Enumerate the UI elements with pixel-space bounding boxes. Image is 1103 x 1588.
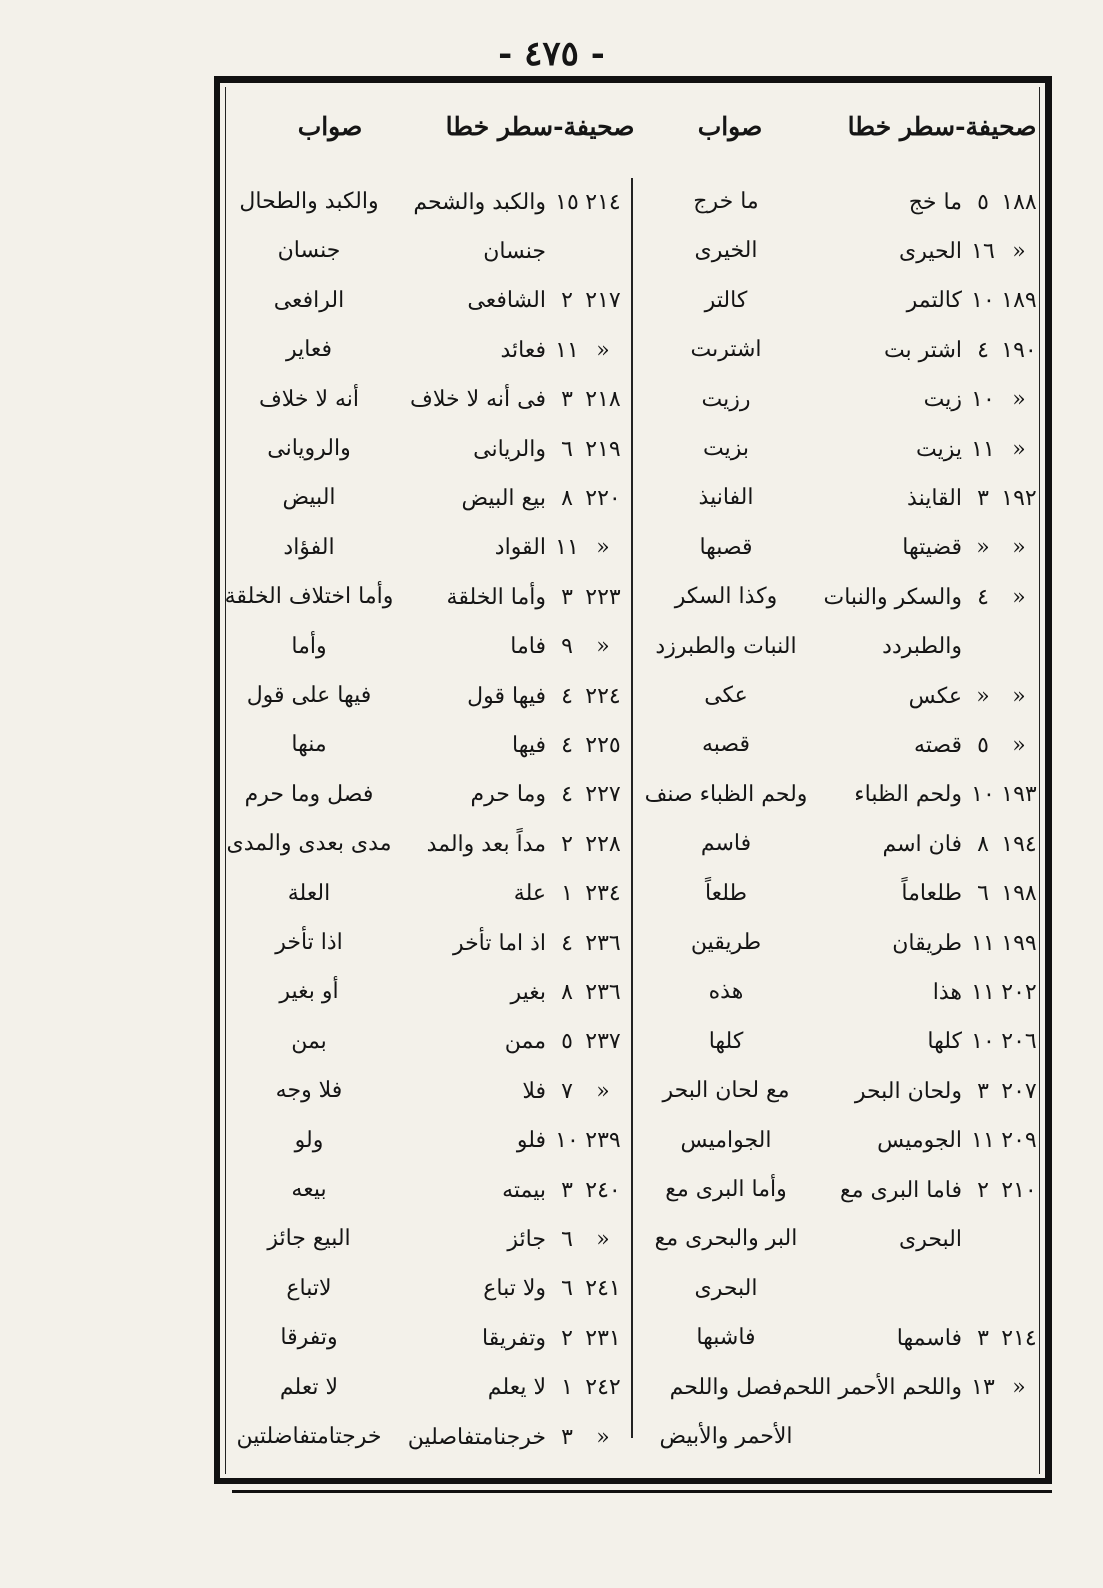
wrong-text-cell: واللحم الأحمر اللحم	[782, 1375, 962, 1401]
correct-text-cell: الفؤاد	[283, 534, 335, 560]
line-number-cell: ١٠	[971, 782, 995, 808]
wrong-text-cell: ولحان البحر	[854, 1078, 962, 1104]
line-number-cell: ٣	[561, 387, 573, 413]
page-number-cell: ٢٢٤	[585, 683, 621, 709]
wrong-text-cell: قضيتها	[902, 535, 962, 561]
wrong-text-cell: علة	[513, 881, 546, 907]
page-number-cell: ٢٢٧	[585, 782, 621, 808]
wrong-text-cell: فيها قول	[467, 683, 546, 709]
correct-text-cell: وأما	[291, 633, 327, 659]
line-number-cell: «	[976, 535, 990, 561]
wrong-text-cell: بيمته	[502, 1177, 546, 1203]
page-number-cell: «	[1012, 535, 1026, 561]
errata-row	[636, 476, 1040, 520]
correct-text-cell: مع لحان البحر	[662, 1078, 790, 1104]
page-number-cell: «	[1012, 238, 1026, 264]
line-number-cell: ٥	[977, 189, 989, 215]
wrong-text-cell: القاينذ	[907, 485, 962, 511]
correct-text-cell: خرجتامتفاضلتين	[236, 1424, 382, 1449]
correct-text-cell: العلة	[287, 880, 331, 906]
correct-text-cell: الفانيذ	[698, 485, 754, 511]
line-number-cell: ٩	[561, 634, 573, 660]
line-number-cell: ١١	[555, 337, 579, 363]
correct-text-cell: طريقين	[690, 930, 762, 955]
line-number-cell: ٨	[561, 979, 573, 1005]
errata-row	[224, 279, 624, 323]
wrong-text-cell: مداً بعد والمد	[426, 831, 546, 857]
wrong-text-cell: عكس	[908, 683, 962, 709]
page-number-cell: ٢١٤	[1001, 1325, 1037, 1351]
line-number-cell: ٦	[977, 881, 989, 907]
errata-row	[636, 1366, 1040, 1410]
errata-row	[224, 921, 624, 965]
correct-text-cell: كالتر	[704, 287, 748, 313]
page-number-cell: «	[596, 337, 610, 363]
wrong-text-cell: فيها	[512, 732, 546, 758]
correct-text-cell: البيض	[282, 485, 336, 511]
wrong-text-cell: زيت	[923, 387, 962, 413]
wrong-text-cell: اشتر بت	[883, 337, 962, 363]
wrong-text-cell: الشافعى	[467, 288, 546, 314]
errata-row	[636, 921, 1040, 965]
errata-row	[224, 872, 624, 916]
correct-text-cell: أو بغير	[279, 979, 339, 1005]
line-number-cell: ١٣	[971, 1375, 995, 1401]
page-number-cell: «	[1012, 584, 1026, 610]
errata-row	[224, 229, 624, 273]
page-number-cell: «	[596, 535, 610, 561]
correct-text-cell: ولحم الظباء صنف	[644, 781, 808, 807]
page-number-cell: «	[1012, 732, 1026, 758]
line-number-cell: ٧	[561, 1078, 573, 1104]
wrong-text-cell: ممن	[504, 1029, 546, 1055]
errata-row	[224, 180, 624, 224]
errata-row	[224, 1267, 624, 1311]
errata-row	[224, 427, 624, 471]
page-number-cell: ٢٢٨	[585, 831, 621, 857]
page-number-cell: «	[596, 1226, 610, 1252]
bottom-rule	[232, 1490, 1052, 1493]
line-number-cell: ٤	[977, 337, 989, 363]
wrong-text-cell: كالتمر	[906, 288, 962, 314]
correct-text-cell: وأما اختلاف الخلقة	[224, 584, 394, 610]
errata-row	[636, 1020, 1040, 1064]
correct-text-cell: والرويانى	[267, 436, 351, 461]
wrong-text-cell: كلها	[927, 1029, 962, 1055]
line-number-cell: ١١	[555, 535, 579, 561]
errata-row	[636, 229, 1040, 273]
wrong-text-cell: وأما الخلقة	[446, 584, 546, 610]
errata-row	[224, 575, 624, 619]
line-number-cell: ٦	[561, 1226, 573, 1252]
line-number-cell: ٤	[561, 683, 573, 709]
errata-row	[224, 378, 624, 422]
errata-row	[636, 674, 1040, 718]
correct-text-cell: عكى	[704, 683, 748, 708]
correct-text-cell: فعاير	[285, 337, 333, 363]
line-number-cell: ٥	[977, 732, 989, 758]
line-number-cell: ٣	[977, 1078, 989, 1104]
errata-row	[224, 328, 624, 372]
page-number-cell: «	[596, 1424, 610, 1450]
page-number-cell: «	[596, 634, 610, 660]
wrong-text-cell: وما حرم	[470, 782, 546, 808]
errata-row	[636, 1119, 1040, 1163]
line-number-cell: ٨	[561, 485, 573, 511]
wrong-text-cell: ولحم الظباء	[854, 782, 962, 808]
line-number-cell: ٨	[977, 831, 989, 857]
page-number-cell: ١٩٨	[1001, 881, 1037, 907]
wrong-text-cell: والريانى	[473, 436, 546, 462]
column-divider	[631, 178, 633, 1438]
page-number-cell: «	[1012, 1375, 1026, 1401]
errata-row	[636, 526, 1040, 570]
line-number-cell: ٢	[977, 1177, 989, 1203]
wrong-text-cell: البحرى	[898, 1226, 962, 1252]
page-number-cell: ١٩٣	[1001, 782, 1037, 808]
wrong-text-cell: طلعاماً	[901, 881, 962, 907]
errata-row	[636, 1316, 1040, 1360]
line-number-cell: ٣	[561, 1424, 573, 1450]
errata-row	[224, 1366, 624, 1410]
errata-row	[636, 180, 1040, 224]
correct-text-cell: بيعه	[291, 1177, 327, 1202]
line-number-cell: ٥	[561, 1029, 573, 1055]
wrong-text-cell: فاسمها	[896, 1325, 962, 1351]
page-number-cell: ٢٠٦	[1001, 1029, 1037, 1055]
line-number-cell: ٣	[977, 1325, 989, 1351]
correct-text-cell: فاسم	[700, 831, 752, 857]
errata-row	[636, 625, 1040, 669]
correct-text-cell: أنه لا خلاف	[258, 386, 360, 412]
header-page-line-wrong-right: صحيفة-سطر خطا	[847, 112, 1037, 141]
page-number-cell: ٢٣٧	[585, 1029, 621, 1055]
wrong-text-cell: ما خج	[908, 189, 962, 215]
errata-row	[636, 872, 1040, 916]
errata-row	[224, 773, 624, 817]
wrong-text-cell: والكبد والشحم	[413, 189, 546, 215]
correct-text-cell: وكذا السكر	[674, 584, 778, 610]
correct-text-cell: هذه	[708, 979, 744, 1005]
errata-row	[224, 723, 624, 767]
header-correct-right: صواب	[697, 112, 763, 141]
page-number-cell: ٢٤٠	[585, 1177, 621, 1203]
errata-row	[224, 1168, 624, 1212]
page-number-cell: ١٩٢	[1001, 485, 1037, 511]
correct-text-cell: قصبه	[701, 732, 751, 758]
page-number-cell: ٢١٠	[1001, 1177, 1037, 1203]
line-number-cell: ٤	[561, 732, 573, 758]
wrong-text-cell: هذا	[932, 979, 962, 1005]
errata-row	[636, 773, 1040, 817]
page-number-cell: ٢٣٤	[585, 881, 621, 907]
line-number-cell: ١٠	[971, 288, 995, 314]
errata-row	[224, 1020, 624, 1064]
correct-text-cell: جنسان	[277, 238, 341, 264]
correct-text-cell: كلها	[708, 1028, 744, 1054]
correct-text-cell: فاشبها	[696, 1325, 756, 1351]
line-number-cell: ٣	[977, 485, 989, 511]
page-number-cell: «	[1012, 387, 1026, 413]
wrong-text-cell: والسكر والنبات	[823, 584, 962, 610]
page-number-cell: ٢٢٠	[585, 485, 621, 511]
line-number-cell: ٦	[561, 1276, 573, 1302]
line-number-cell: ٤	[561, 930, 573, 956]
correct-text-cell: البيع جائز	[267, 1226, 351, 1252]
errata-row	[224, 625, 624, 669]
errata-row	[636, 1069, 1040, 1113]
line-number-cell: «	[976, 683, 990, 709]
errata-row	[636, 970, 1040, 1014]
wrong-text-cell: خرجنامتفاصلين	[407, 1424, 546, 1450]
page-number-cell: ٢٣٦	[585, 979, 621, 1005]
correct-text-cell: اذا تأخر	[275, 930, 343, 955]
wrong-text-cell: يزيت	[916, 436, 962, 462]
correct-text-cell: فصل واللحم	[669, 1374, 783, 1400]
header-page-line-wrong-left: صحيفة-سطر خطا	[445, 112, 635, 141]
correct-text-cell: لا تعلم	[279, 1374, 339, 1400]
correct-text-cell: فصل وما حرم	[244, 781, 374, 807]
wrong-text-cell: الجوميس	[877, 1128, 962, 1154]
line-number-cell: ١١	[971, 436, 995, 462]
line-number-cell: ١١	[971, 1128, 995, 1154]
correct-text-cell: اشترىت	[690, 337, 762, 363]
correct-text-cell: بمن	[291, 1028, 327, 1054]
errata-row	[224, 1069, 624, 1113]
correct-text-cell: لاتباع	[286, 1275, 332, 1301]
correct-text-cell: ما خرج	[693, 189, 759, 214]
wrong-text-cell: بيع البيض	[461, 485, 546, 511]
errata-row	[224, 1415, 624, 1459]
correct-text-cell: الجواميس	[680, 1127, 772, 1153]
correct-text-cell: طلعاً	[704, 880, 748, 906]
page-number-cell: ٢٢٥	[585, 732, 621, 758]
line-number-cell: ١١	[971, 930, 995, 956]
correct-text-cell: البحرى	[694, 1275, 758, 1301]
errata-row	[636, 1267, 1040, 1311]
page-number-cell: «	[1012, 683, 1026, 709]
page-number-cell: ٢٠٢	[1001, 979, 1037, 1005]
errata-row	[636, 279, 1040, 323]
errata-row	[636, 723, 1040, 767]
errata-row	[636, 427, 1040, 471]
wrong-text-cell: اذ اما تأخر	[452, 930, 546, 956]
line-number-cell: ١٥	[555, 189, 579, 215]
errata-row	[636, 328, 1040, 372]
correct-text-cell: الأحمر والأبيض	[659, 1424, 793, 1449]
line-number-cell: ٢	[561, 288, 573, 314]
page-number-cell: ٢٠٩	[1001, 1128, 1037, 1154]
line-number-cell: ١٠	[971, 387, 995, 413]
errata-row	[224, 526, 624, 570]
errata-row	[636, 575, 1040, 619]
wrong-text-cell: جنسان	[483, 238, 546, 264]
errata-row	[636, 1217, 1040, 1261]
wrong-text-cell: لا يعلم	[487, 1375, 546, 1401]
line-number-cell: ٤	[977, 584, 989, 610]
wrong-text-cell: قصته	[913, 732, 962, 758]
page-number-cell: «	[1012, 436, 1026, 462]
errata-row	[224, 1119, 624, 1163]
correct-text-cell: رزيت	[701, 386, 751, 412]
page-number-cell: ١٨٩	[1001, 288, 1037, 314]
correct-text-cell: وتفرقا	[280, 1325, 338, 1351]
errata-row	[636, 1168, 1040, 1212]
errata-row	[224, 674, 624, 718]
page-number-cell: ١٩٠	[1001, 337, 1037, 363]
page-number-cell: ٢١٧	[585, 288, 621, 314]
line-number-cell: ١٠	[971, 1029, 995, 1055]
errata-row	[224, 1316, 624, 1360]
line-number-cell: ١٦	[971, 238, 995, 264]
errata-row	[224, 970, 624, 1014]
correct-text-cell: منها	[291, 732, 327, 758]
wrong-text-cell: الحيرى	[898, 238, 962, 264]
errata-row	[224, 1217, 624, 1261]
wrong-text-cell: فلا	[522, 1078, 546, 1104]
wrong-text-cell: فى أنه لا خلاف	[410, 387, 546, 413]
page-number-cell: ١٩٩	[1001, 930, 1037, 956]
line-number-cell: ٦	[561, 436, 573, 462]
correct-text-cell: الخيرى	[694, 238, 758, 264]
page-number-cell: ٢٤٢	[585, 1375, 621, 1401]
wrong-text-cell: فاما	[510, 634, 546, 660]
correct-text-cell: فلا وجه	[275, 1078, 343, 1104]
page-number-cell: ٢٣١	[585, 1325, 621, 1351]
page-number-cell: ٢٣٩	[585, 1128, 621, 1154]
page-number-cell: ١٩٤	[1001, 831, 1037, 857]
line-number-cell: ٢	[561, 1325, 573, 1351]
errata-row	[224, 822, 624, 866]
page-number-cell: ٢٣٦	[585, 930, 621, 956]
wrong-text-cell: فان اسم	[882, 831, 962, 857]
page-number-cell: ١٨٨	[1001, 189, 1037, 215]
line-number-cell: ٤	[561, 782, 573, 808]
errata-row	[636, 1415, 1040, 1459]
line-number-cell: ١	[561, 1375, 573, 1401]
wrong-text-cell: ولا تباع	[483, 1276, 546, 1302]
line-number-cell: ٢	[561, 831, 573, 857]
page-number: - ٤٧٥ -	[498, 34, 605, 74]
wrong-text-cell: وتفريقا	[482, 1325, 546, 1351]
header-correct-left: صواب	[297, 112, 363, 141]
wrong-text-cell: بغير	[510, 979, 546, 1005]
correct-text-cell: وأما البرى مع	[665, 1177, 787, 1202]
page-number-cell: ٢٢٣	[585, 584, 621, 610]
page-number-cell: ٢١٩	[585, 436, 621, 462]
page-number-cell: ٢٠٧	[1001, 1078, 1037, 1104]
page-number-cell: «	[596, 1078, 610, 1104]
page-number-cell: ٢٤١	[585, 1276, 621, 1302]
wrong-text-cell: طريقان	[892, 930, 962, 956]
line-number-cell: ١٠	[555, 1128, 579, 1154]
wrong-text-cell: فلو	[516, 1128, 546, 1154]
line-number-cell: ١١	[971, 979, 995, 1005]
wrong-text-cell: جائز	[507, 1226, 546, 1252]
correct-text-cell: قصبها	[699, 534, 753, 560]
page-number-cell: ٢١٨	[585, 387, 621, 413]
correct-text-cell: البر والبحرى مع	[654, 1226, 798, 1252]
line-number-cell: ١	[561, 881, 573, 907]
line-number-cell: ٣	[561, 584, 573, 610]
line-number-cell: ٣	[561, 1177, 573, 1203]
correct-text-cell: الرافعى	[273, 287, 345, 313]
errata-row	[636, 822, 1040, 866]
correct-text-cell: مدى بعدى والمدى	[226, 831, 392, 857]
correct-text-cell: بزيت	[703, 436, 749, 461]
correct-text-cell: ولو	[294, 1127, 324, 1153]
correct-text-cell: النبات والطبرزد	[655, 633, 797, 659]
errata-row	[636, 378, 1040, 422]
correct-text-cell: والكبد والطحال	[239, 189, 379, 214]
wrong-text-cell: القواد	[494, 535, 546, 561]
wrong-text-cell: فعائد	[500, 337, 546, 363]
wrong-text-cell: والطبردد	[882, 634, 962, 660]
wrong-text-cell: فاما البرى مع	[840, 1177, 962, 1203]
correct-text-cell: فيها على قول	[246, 683, 372, 708]
errata-row	[224, 476, 624, 520]
page-number-cell: ٢١٤	[585, 189, 621, 215]
